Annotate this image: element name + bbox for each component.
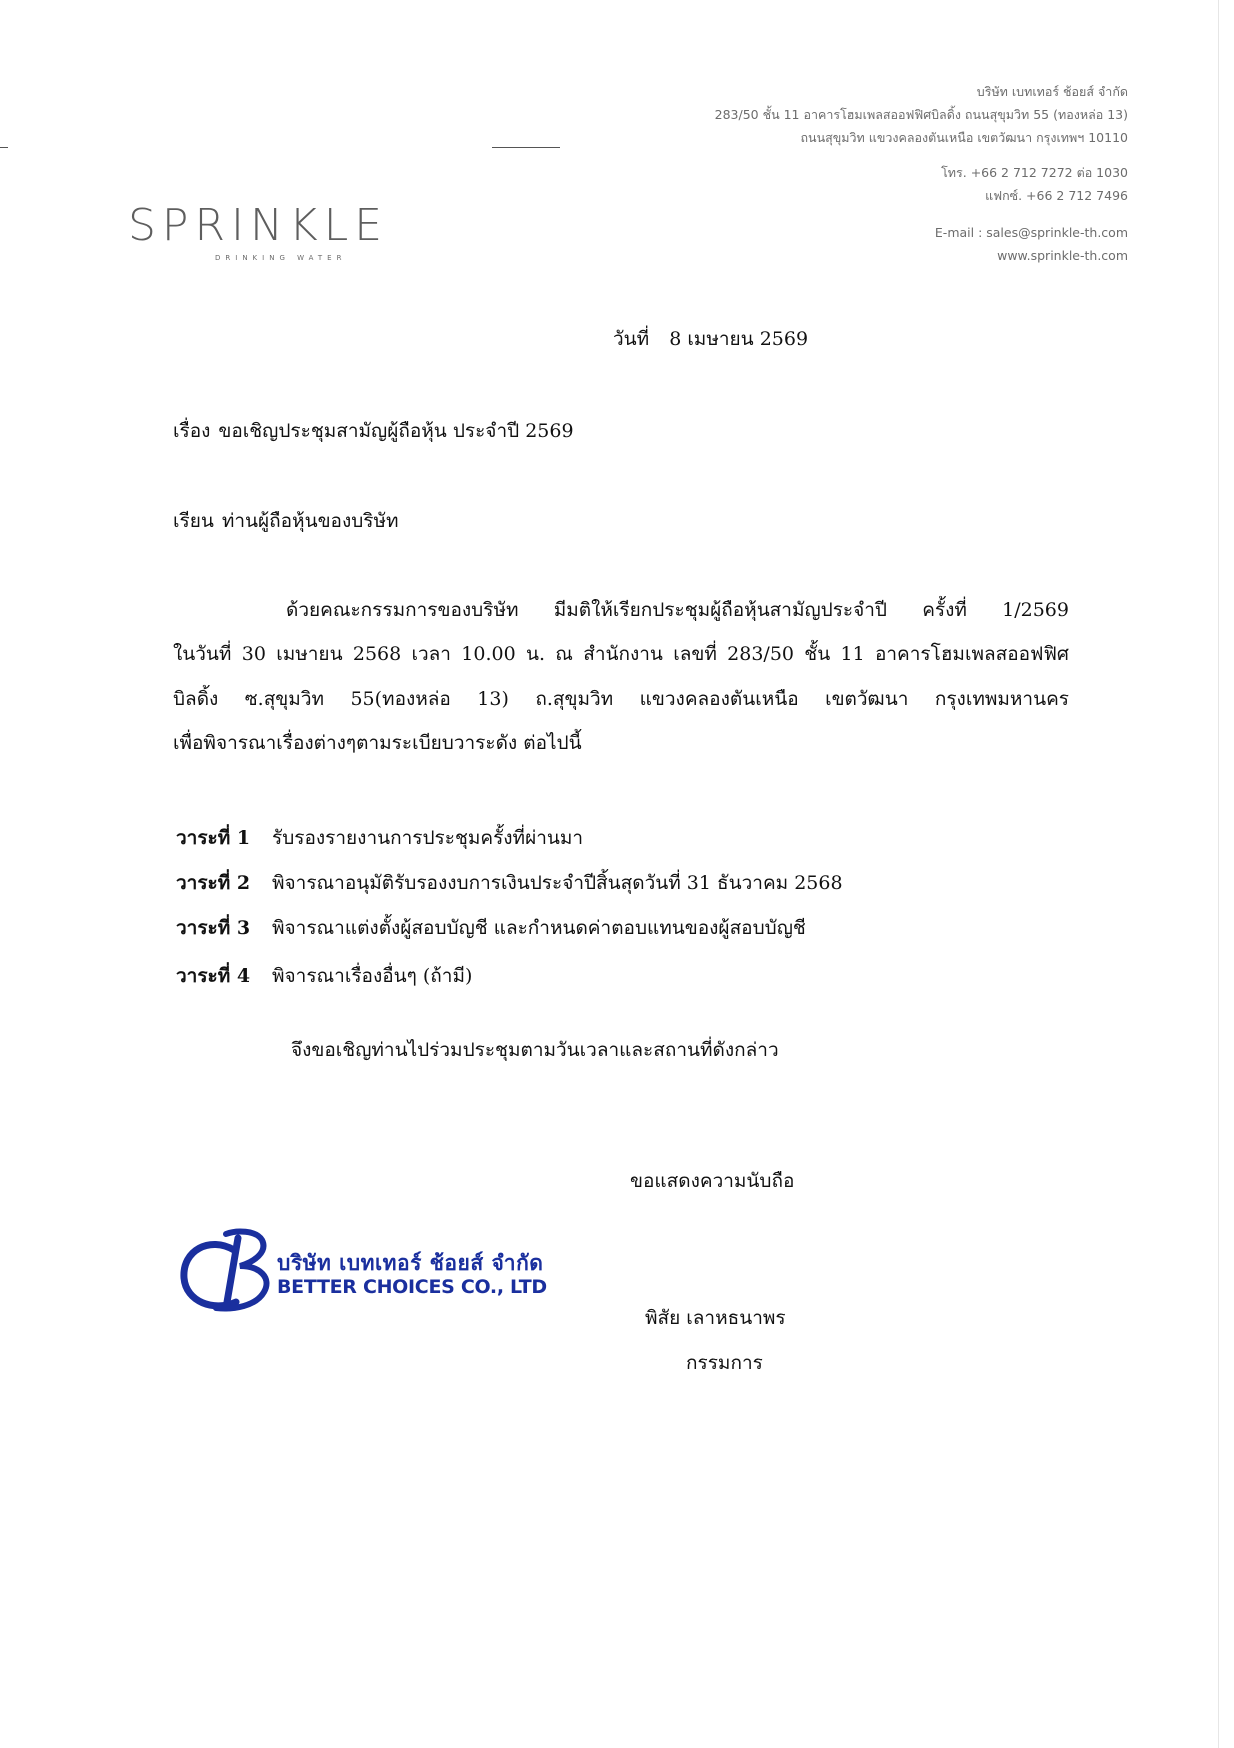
subject-label: เรื่อง [173,420,211,442]
company-seal [180,1228,580,1316]
address-line-1: 283/50 ชั้น 11 อาคารโฮมเพลสออฟฟิศบิลดิ้ง ถนนสุขุมวิท 55 (ทองหล่อ 13) [714,107,1128,122]
website: www.sprinkle-th.com [997,248,1128,263]
agenda-item [176,915,806,941]
agenda-label: วาระที่ 3 [176,917,251,939]
page-edge [1218,0,1219,1748]
agenda-text: พิจารณาเรื่องอื่นๆ (ถ้ามี) [272,965,473,987]
phone-number: โทร. +66 2 712 7272 ต่อ 1030 [941,165,1128,180]
agenda-text: พิจารณาอนุมัติรับรองงบการเงินประจำปีสิ้นสุดวันที่ 31 ธันวาคม 2568 [272,872,843,894]
email-address: E-mail : sales@sprinkle-th.com [934,225,1128,240]
scan-mark [0,147,8,148]
letter-subject [173,418,574,444]
body-line-2: ในวันที่ 30 เมษายน 2568 เวลา 10.00 น. ณ สำนักงาน เลขที่ 283/50 ชั้น 11 อาคารโฮมเพลสออฟฟิศ [173,643,1069,665]
body-line-3: บิลดิ้ง ซ.สุขุมวิท 55(ทองหล่อ 13) ถ.สุขุมวิท แขวงคลองตันเหนือ เขตวัฒนา กรุงเทพมหานคร [173,688,1069,710]
agenda-text: รับรองรายงานการประชุมครั้งที่ผ่านมา [272,827,584,849]
seal-company-english: BETTER CHOICES CO., LTD [277,1276,547,1298]
agenda-item [176,825,583,851]
date-value: 8 เมษายน 2569 [669,328,809,350]
subject-value: ขอเชิญประชุมสามัญผู้ถือหุ้น ประจำปี 2569 [218,420,574,442]
agenda-label: วาระที่ 4 [176,965,251,987]
agenda-label: วาระที่ 2 [176,872,251,894]
company-monogram-icon [180,1228,276,1316]
seal-company-thai: บริษัท เบทเทอร์ ช้อยส์ จำกัด [277,1251,544,1275]
logo-tagline: DRINKING WATER [215,254,347,262]
sprinkle-logo [128,200,448,262]
agenda-text: พิจารณาแต่งตั้งผู้สอบบัญชี และกำหนดค่าตอบแทนของผู้สอบบัญชี [272,917,806,939]
logo-wordmark: SPRINKLE [128,200,389,251]
recipient-value: ท่านผู้ถือหุ้นของบริษัท [221,510,399,532]
closing-salutation: ขอแสดงความนับถือ [630,1170,795,1192]
invitation-line: จึงขอเชิญท่านไปร่วมประชุมตามวันเวลาและสถานที่ดังกล่าว [291,1039,779,1061]
agenda-label: วาระที่ 1 [176,827,251,849]
signer-name: พิสัย เลาหธนาพร [645,1307,786,1329]
body-line-1: ด้วยคณะกรรมการของบริษัท มีมติให้เรียกประชุมผู้ถือหุ้นสามัญประจำปี ครั้งที่ 1/2569 [286,599,1069,621]
body-line-4: เพื่อพิจารณาเรื่องต่างๆตามระเบียบวาระดัง ต่อไปนี้ [173,732,582,754]
signer-title: กรรมการ [686,1352,763,1374]
scan-mark [492,147,560,148]
fax-number: แฟกซ์. +66 2 712 7496 [985,188,1128,203]
letter-recipient [173,508,399,534]
letterhead-address [715,80,1128,267]
address-company: บริษัท เบทเทอร์ ช้อยส์ จำกัด [976,84,1128,99]
address-line-2: ถนนสุขุมวิท แขวงคลองตันเหนือ เขตวัฒนา กรุงเทพฯ 10110 [800,130,1128,145]
date-label: วันที่ [613,328,650,350]
agenda-item [176,870,843,896]
letter-date [613,326,808,352]
recipient-label: เรียน [173,510,214,532]
agenda-item [176,963,472,989]
